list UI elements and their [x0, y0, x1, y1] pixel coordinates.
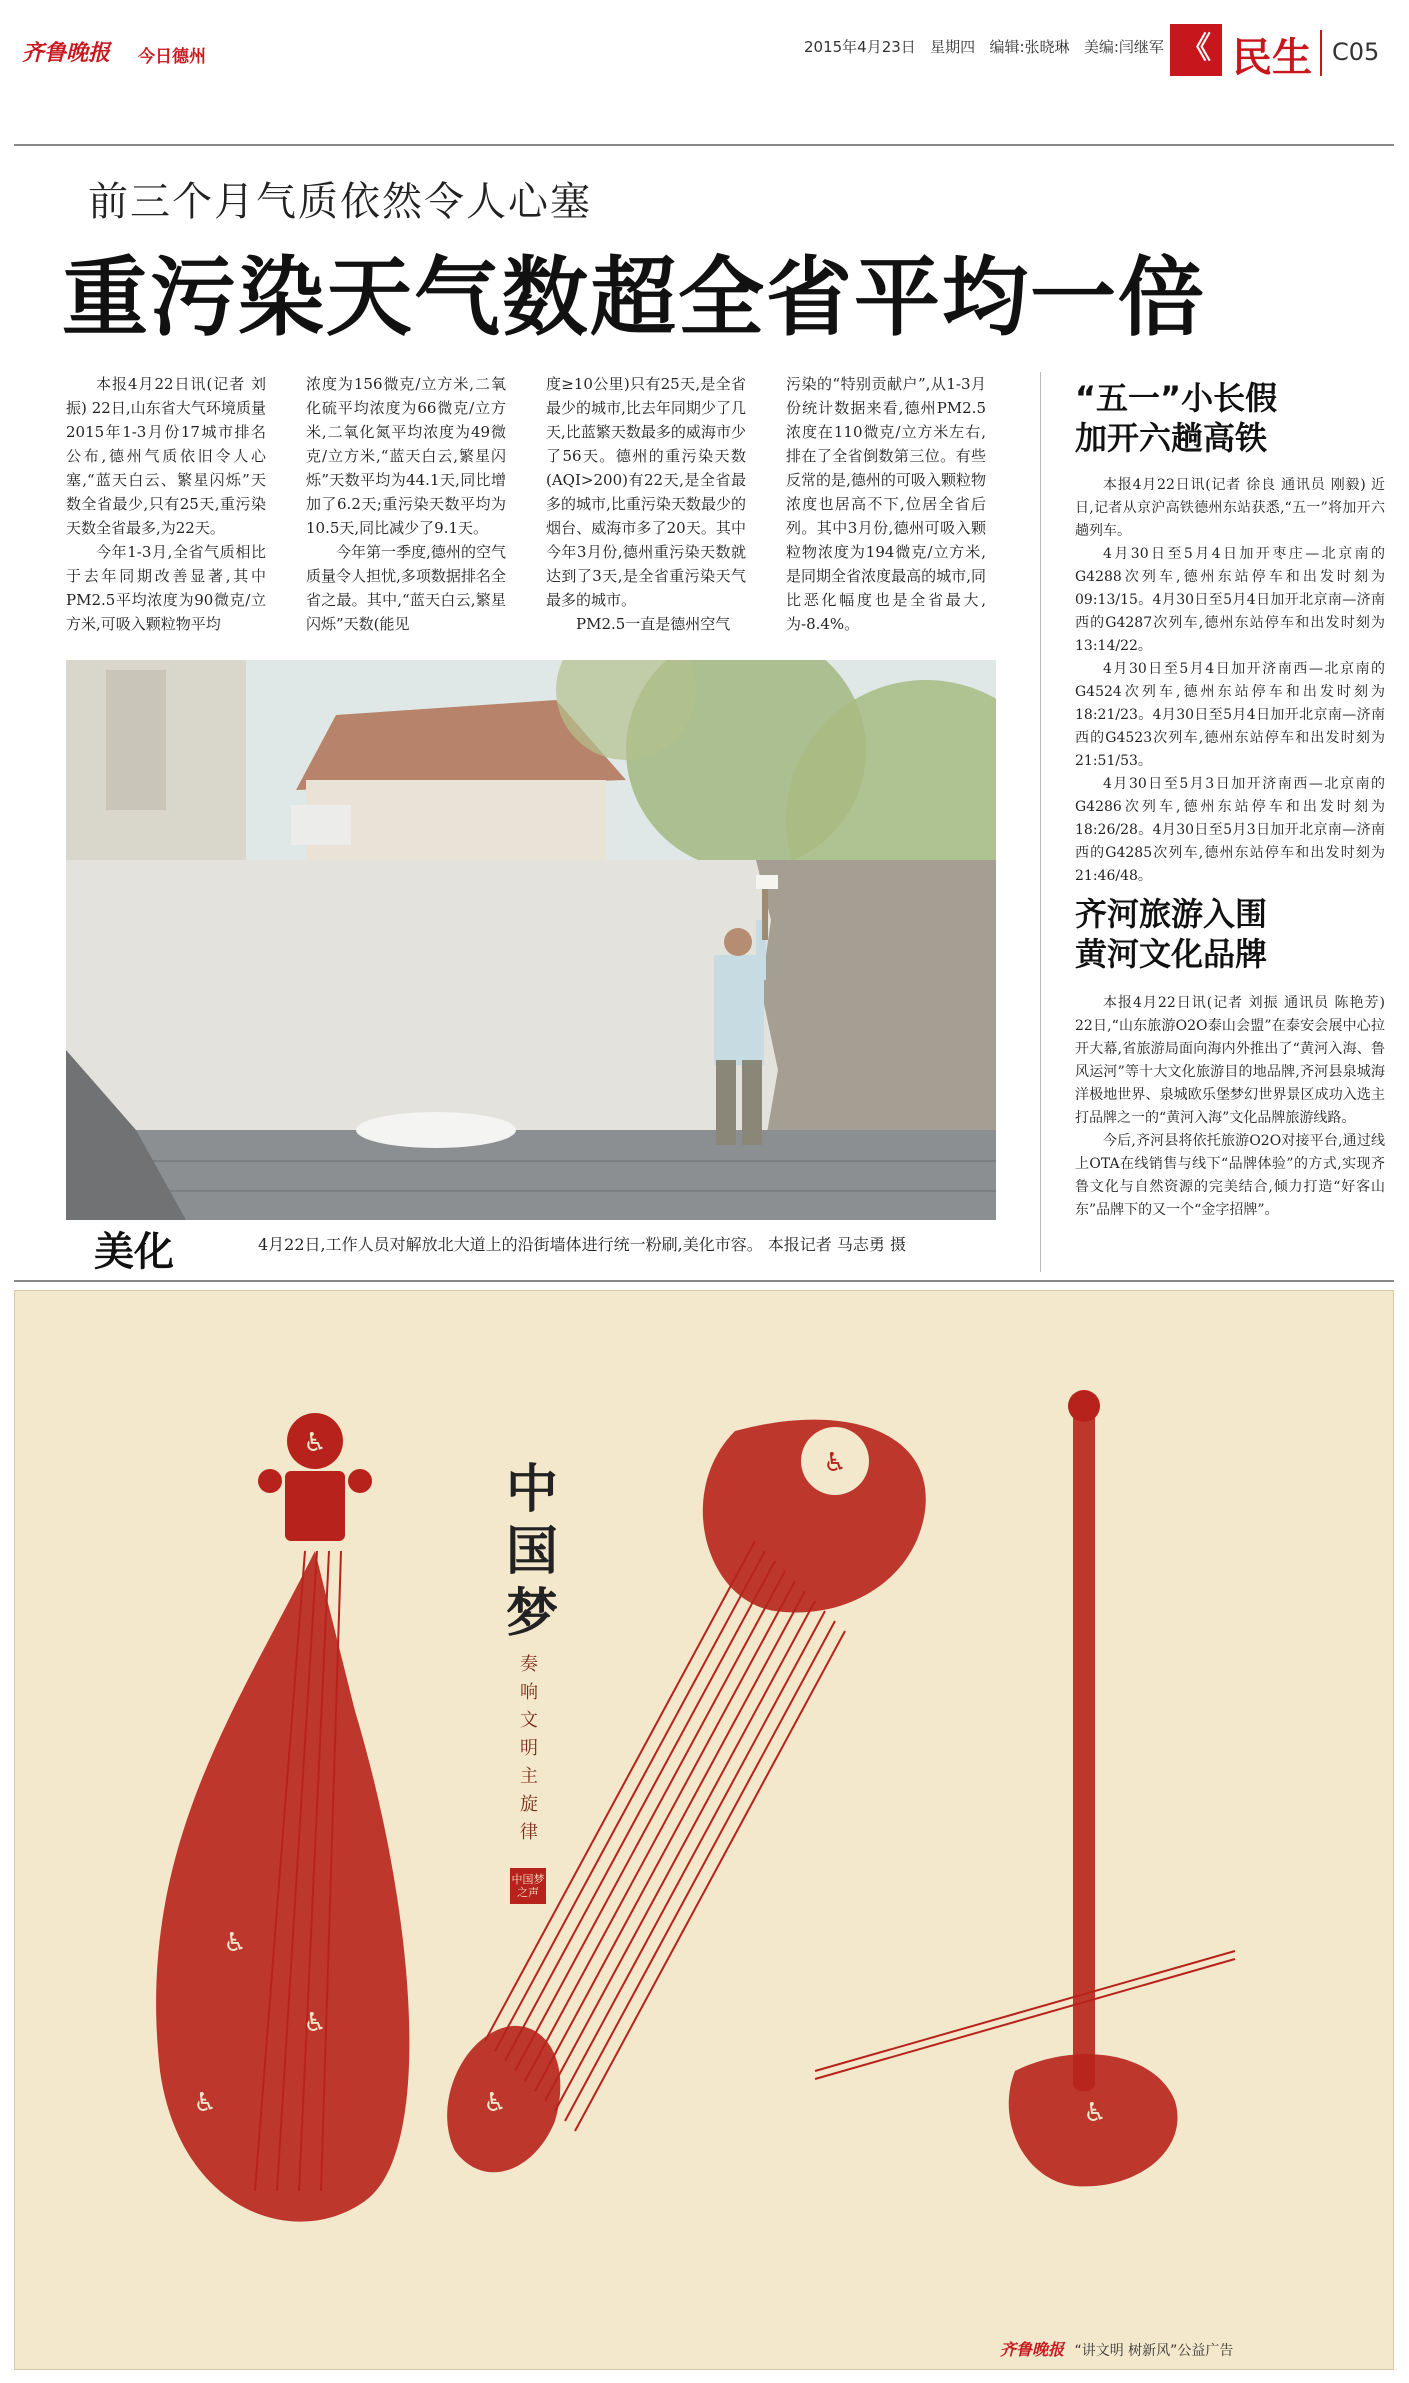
story2-title-line2: 黄河文化品牌 [1075, 935, 1268, 973]
ad-seal: 中国梦之声 [510, 1868, 546, 1904]
edition-name: 今日德州 [138, 47, 206, 67]
ad-footer-text: “讲文明 树新风”公益广告 [1074, 2343, 1234, 2359]
sidebar-story2-title [1075, 894, 1267, 974]
ad-footer-brand: 齐鲁晚报 [1000, 2340, 1065, 2359]
story2-paragraph: 今后,齐河县将依托旅游O2O对接平台,通过线上OTA在线销售与线下“品牌体验”的方式,实现齐鲁文化与自然资源的完美结合,倾力打造“好客山东”品牌下的又一个“金字招牌”。 [1075, 1133, 1385, 1218]
editor-credit: 编辑:张晓琳 [989, 38, 1070, 56]
sidebar-story1-body [1075, 474, 1385, 888]
public-service-ad [14, 1290, 1394, 2370]
ad-subtitle: 奏响文明主旋律 [520, 1654, 538, 1843]
story1-title-line1: “五一”小长假 [1075, 379, 1278, 417]
article-paragraph: 今年第一季度,德州的空气质量令人担忧,多项数据排名全省之最。其中,“蓝天白云,繁星闪烁”天数(能见 [306, 543, 506, 633]
ad-instruments-art [15, 1291, 1394, 2370]
issue-date: 2015年4月23日 [804, 38, 916, 56]
designer-credit: 美编:闫继军 [1083, 38, 1164, 56]
svg-text:♿: ♿ [193, 2088, 217, 2118]
svg-text:♿: ♿ [303, 2008, 327, 2038]
svg-text:♿: ♿ [483, 2088, 507, 2118]
story1-paragraph: 4月30日至5月3日加开济南西—北京南的G4286次列车,德州东站停车和出发时刻为18:26/28。4月30日至5月3日加开北京南—济南西的G4285次列车,德州东站停车和出发时刻为21:46/48。 [1075, 776, 1385, 884]
photo-label: 美化 [94, 1229, 174, 1275]
ad-top-rule [14, 1280, 1394, 1282]
story1-paragraph: 4月30日至5月4日加开济南西—北京南的G4524次列车,德州东站停车和出发时刻为18:21/23。4月30日至5月4日加开北京南—济南西的G4523次列车,德州东站停车和出发时刻为21:51/53。 [1075, 661, 1385, 769]
article-paragraph: 本报4月22日讯(记者 刘振) 22日,山东省大气环境质量2015年1-3月份17城市排名公布,德州气质依旧令人心塞,“蓝天白云、繁星闪烁”天数全省最少,只有25天,重污染天数全省最多,为22天。 [66, 375, 266, 537]
article-paragraph: 浓度为156微克/立方米,二氧化硫平均浓度为66微克/立方米,二氧化氮平均浓度为49微克/立方米,“蓝天白云,繁星闪烁”天数平均为44.1天,同比增加了6.2天;重污染天数平均为10.5天,同比减少了9.1天。 [306, 375, 506, 537]
article-column-3 [546, 372, 746, 636]
svg-text:♿: ♿ [1083, 2098, 1107, 2128]
article-paragraph: 今年1-3月,全省气质相比于去年同期改善显著,其中PM2.5平均浓度为90微克/立方米,可吸入颗粒物平均 [66, 543, 266, 633]
issue-meta [804, 36, 1164, 57]
header-rule [14, 144, 1394, 146]
sidebar-story1-title [1075, 378, 1277, 458]
story2-title-line1: 齐河旅游入围 [1075, 895, 1268, 933]
sidebar-divider [1040, 372, 1041, 1272]
news-photo [66, 660, 996, 1220]
article-column-4 [786, 372, 986, 636]
article-paragraph: 度≥10公里)只有25天,是全省最少的城市,比去年同期少了几天,比蓝繁天数最多的威海市少了56天。德州的重污染天数(AQI>200)有22天,是全省最多的城市,比重污染天数最少的烟台、威海市多了20天。其中今年3月份,德州重污染天数就达到了3天,是全省重污染天气最多的城市。 [546, 375, 746, 609]
article-column-1 [66, 372, 266, 636]
newspaper-logo: 齐鲁晚报 [22, 40, 111, 66]
article-headline: 重污染天气数超全省平均一倍 [62, 248, 1206, 348]
header-divider [1320, 30, 1322, 76]
svg-text:♿: ♿ [303, 1428, 327, 1458]
story2-paragraph: 本报4月22日讯(记者 刘振 通讯员 陈艳芳) 22日,“山东旅游O2O泰山会盟”在泰安会展中心拉开大幕,省旅游局面向海内外推出了“黄河入海、鲁风运河”等十大文化旅游目的地品牌,齐河县泉城海洋极地世界、泉城欧乐堡梦幻世界景区成功入选主打品牌之一的“黄河入海”文化品牌旅游线路。 [1075, 995, 1385, 1126]
svg-text:♿: ♿ [223, 1928, 247, 1958]
issue-weekday: 星期四 [930, 38, 976, 56]
ad-title: 中国梦 [505, 1459, 558, 1644]
story1-title-line2: 加开六趟高铁 [1075, 419, 1268, 457]
section-name: 民生 [1232, 35, 1312, 81]
svg-text:♿: ♿ [823, 1448, 847, 1478]
section-chevron-icon: 《 [1170, 24, 1222, 76]
story1-paragraph: 本报4月22日讯(记者 徐良 通讯员 刚毅) 近日,记者从京沪高铁德州东站获悉,“五一”将加开六趟列车。 [1075, 477, 1385, 539]
article-paragraph: PM2.5一直是德州空气 [576, 615, 731, 633]
photo-illustration [66, 660, 996, 1220]
masthead [14, 14, 1394, 146]
ad-footer [1000, 2337, 1233, 2360]
article-paragraph: 污染的“特别贡献户”,从1-3月份统计数据来看,德州PM2.5浓度在110微克/立方米左右,排在了全省倒数第三位。有些反常的是,德州的可吸入颗粒物浓度也居高不下,位居全省后列。其中3月份,德州可吸入颗粒物浓度为194微克/立方米,是同期全省浓度最高的城市,同比恶化幅度也是全省最大,为-8.4%。 [786, 375, 986, 633]
sidebar-story2-body [1075, 992, 1385, 1222]
photo-caption: 4月22日,工作人员对解放北大道上的沿街墙体进行统一粉刷,美化市容。 本报记者 马志勇 摄 [258, 1235, 906, 1254]
article-kicker: 前三个月气质依然令人心塞 [88, 179, 592, 225]
story1-paragraph: 4月30日至5月4日加开枣庄—北京南的G4288次列车,德州东站停车和出发时刻为09:13/15。4月30日至5月4日加开北京南—济南西的G4287次列车,德州东站停车和出发时刻为13:14/22。 [1075, 546, 1385, 654]
article-column-2 [306, 372, 506, 636]
page-number: C05 [1332, 38, 1380, 66]
